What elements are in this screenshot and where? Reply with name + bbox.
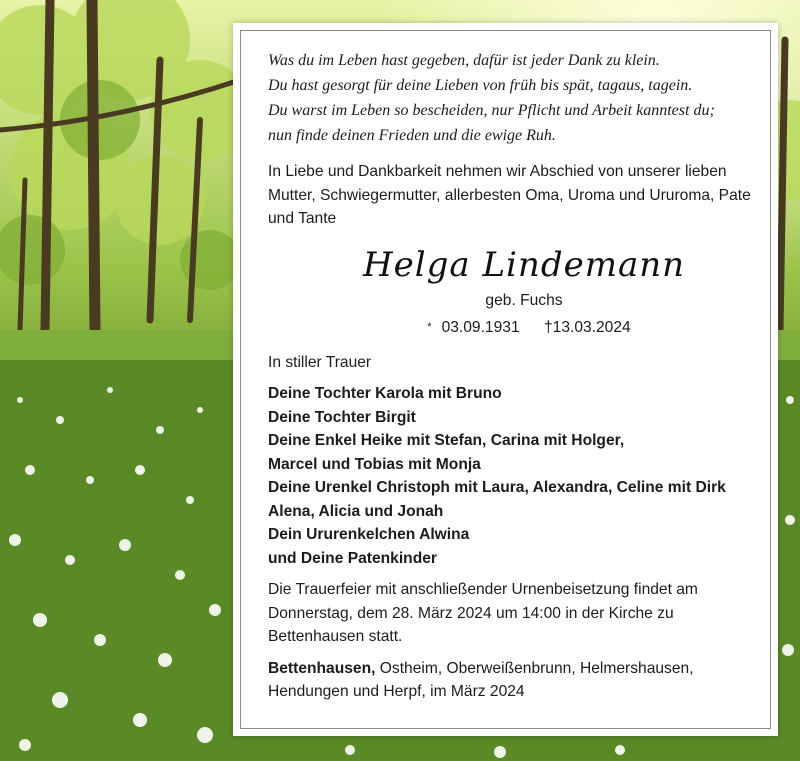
family-line: Deine Tochter Karola mit Bruno bbox=[268, 385, 502, 402]
death-date: 13.03.2024 bbox=[552, 319, 631, 336]
poem-line: Du hast gesorgt für deine Lieben von früh bis spät, tagaus, tagein. bbox=[268, 77, 693, 94]
place-rest: Ostheim, Oberweißenbrunn, Helmershausen, Hendungen und Herpf, im März 2024 bbox=[268, 659, 694, 700]
family-line: Deine Enkel Heike mit Stefan, Carina mit Holger, bbox=[268, 432, 625, 449]
town-name: Bettenhausen, bbox=[268, 659, 376, 677]
obituary-content bbox=[268, 48, 758, 704]
family-line: Dein Ururenkelchen Alwina bbox=[268, 526, 470, 543]
family-line: Marcel und Tobias mit Monja bbox=[268, 455, 481, 473]
death-date-group bbox=[544, 319, 631, 336]
family-line: Deine Tochter Birgit bbox=[268, 408, 416, 426]
life-dates bbox=[268, 316, 758, 340]
place-and-date bbox=[268, 657, 758, 704]
birth-date-group bbox=[417, 319, 519, 336]
funeral-details: Die Trauerfeier mit anschließender Urnenbeisetzung findet am Donnerstag, dem 28. März 2024 um 14:00 in der Kirche zu Bettenhausen statt. bbox=[268, 581, 698, 645]
birth-symbol: * bbox=[427, 321, 432, 333]
family-line: und Deine Patenkinder bbox=[268, 549, 437, 567]
farewell-intro: In Liebe und Dankbarkeit nehmen wir Abschied von unserer lieben Mutter, Schwiegermutter, allerbesten Oma, Uroma und Ururoma, Pate und Tante bbox=[268, 163, 751, 227]
death-symbol: † bbox=[543, 319, 553, 336]
family-list bbox=[268, 382, 758, 570]
mourning-label: In stiller Trauer bbox=[268, 353, 372, 371]
deceased-name: Helga Lindemann bbox=[362, 244, 686, 285]
poem-line: Was du im Leben hast gegeben, dafür ist jeder Dank zu klein. bbox=[268, 52, 660, 69]
poem-line: Du warst im Leben so bescheiden, nur Pflicht und Arbeit kanntest du; bbox=[268, 102, 715, 119]
birth-name: geb. Fuchs bbox=[485, 291, 563, 309]
family-line: Alena, Alicia und Jonah bbox=[268, 502, 444, 520]
birth-date: 03.09.1931 bbox=[441, 319, 520, 336]
family-line: Deine Urenkel Christoph mit Laura, Alexandra, Celine mit Dirk bbox=[268, 479, 726, 496]
poem-line: nun finde deinen Frieden und die ewige Ruh. bbox=[268, 127, 556, 144]
memorial-poem bbox=[268, 48, 758, 148]
